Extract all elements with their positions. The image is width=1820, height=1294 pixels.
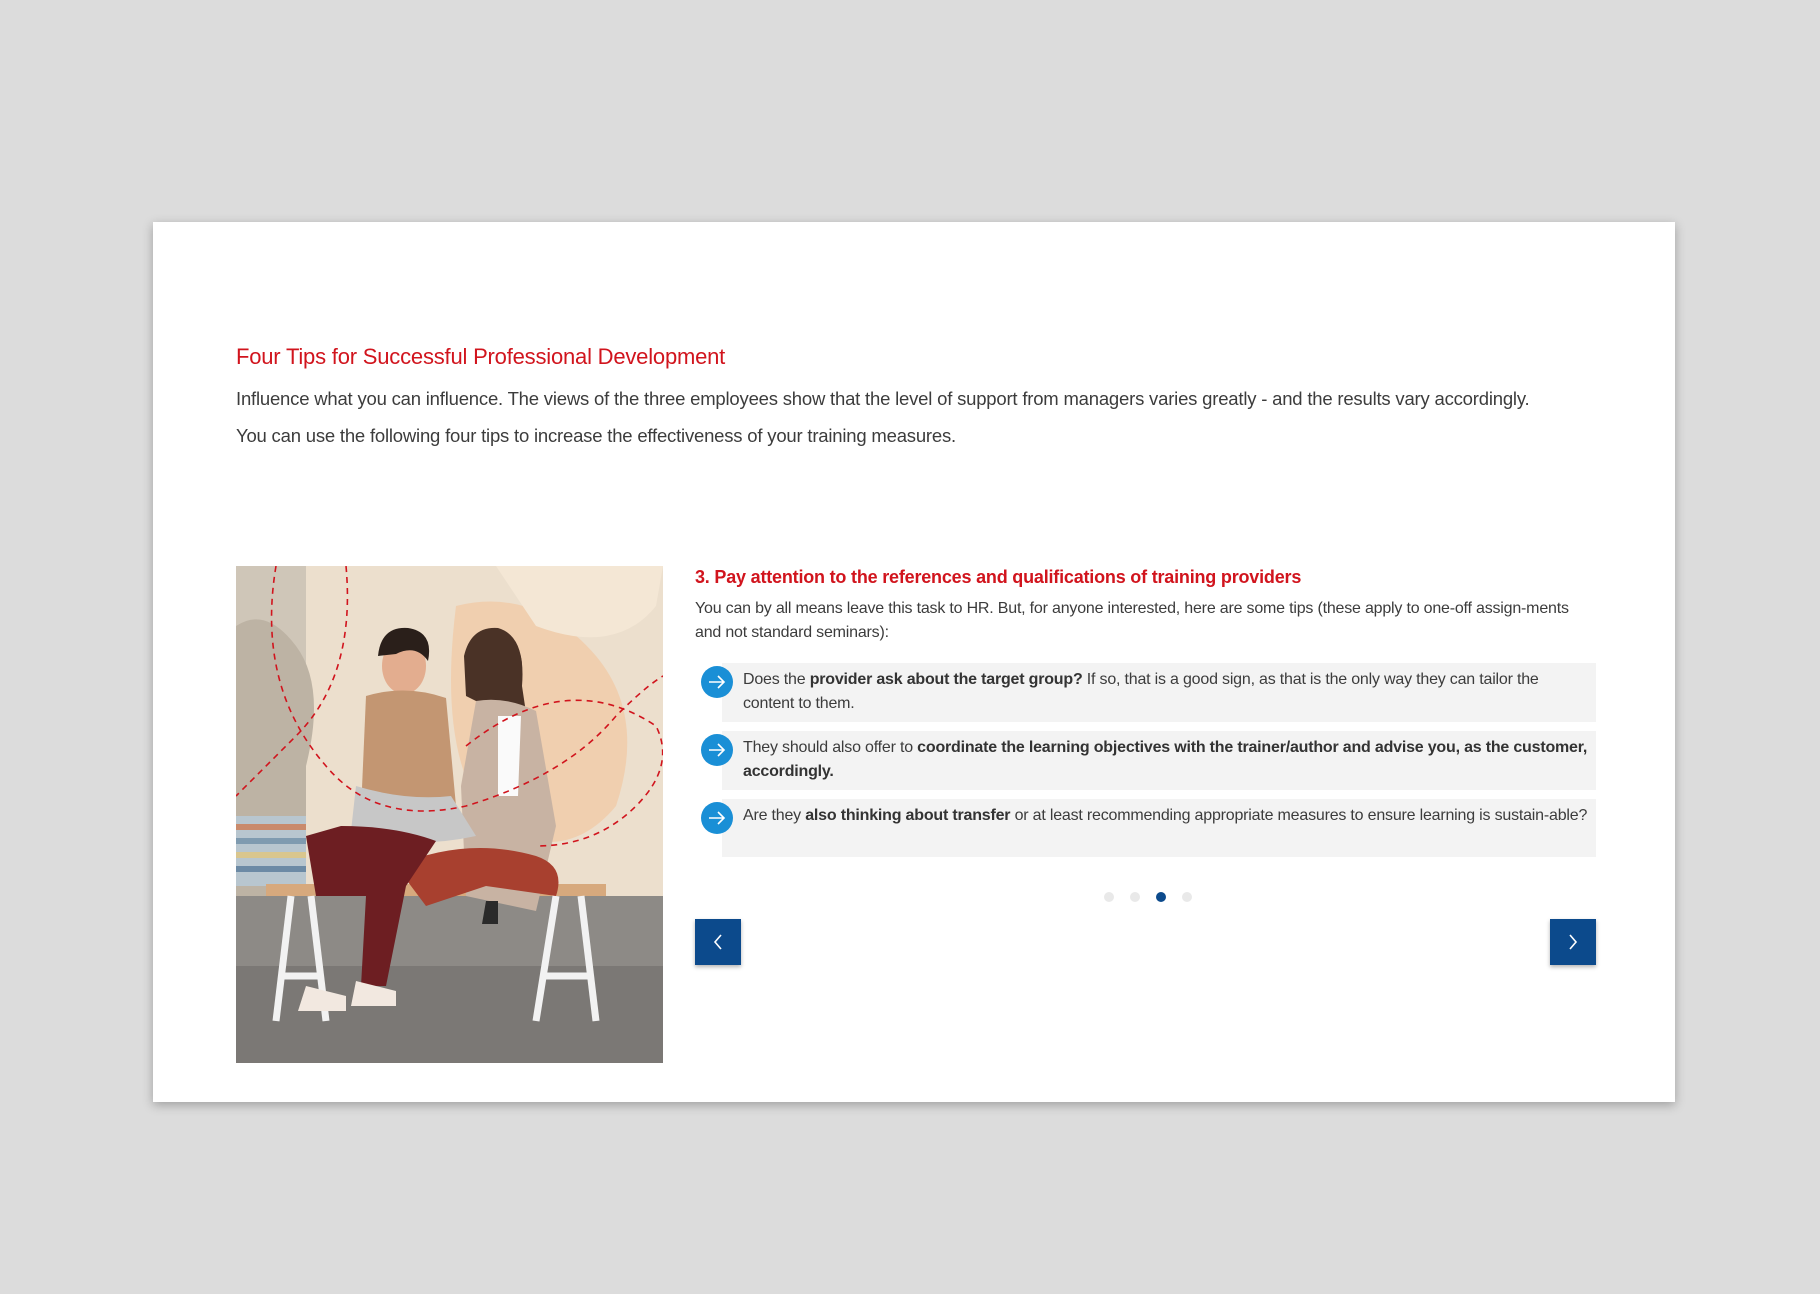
bullet-text-bold: also thinking about transfer xyxy=(805,807,1011,824)
carousel-pagination xyxy=(695,892,1596,902)
carousel-dot-2[interactable] xyxy=(1130,892,1140,902)
chevron-left-icon xyxy=(712,933,724,951)
photo-illustration xyxy=(236,566,663,1063)
carousel-dot-1[interactable] xyxy=(1104,892,1114,902)
tip-bullet xyxy=(722,799,1596,857)
tip-intro: You can by all means leave this task to HR. But, for anyone interested, here are some tips (these apply to one-off assign-ments and not standard seminars): xyxy=(695,600,1569,641)
intro-text xyxy=(236,380,1596,454)
carousel-dot-3[interactable] xyxy=(1156,892,1166,902)
tip-bullet-list xyxy=(695,663,1596,857)
intro-line-1: Influence what you can influence. The views of the three employees show that the level of support from managers varies greatly - and the results vary accordingly. xyxy=(236,388,1530,409)
arrow-right-icon xyxy=(701,802,733,834)
photo-two-women-with-laptop xyxy=(236,566,663,1063)
bullet-text-post: If so, that is a good sign, as that is the only way they can tailor the content to them. xyxy=(743,671,1539,712)
carousel-dot-4[interactable] xyxy=(1182,892,1192,902)
tip-bullet xyxy=(722,663,1596,722)
tip-panel xyxy=(695,566,1596,965)
intro-line-2: You can use the following four tips to increase the effectiveness of your training measures. xyxy=(236,425,956,446)
bullet-text-bold: coordinate the learning objectives with the trainer/author and advise you, as the customer, accordingly. xyxy=(743,739,1588,780)
bullet-text-post: or at least recommending appropriate measures to ensure learning is sustain-able? xyxy=(1010,807,1588,824)
carousel-nav xyxy=(695,919,1596,965)
page-title: Four Tips for Successful Professional Development xyxy=(236,344,726,369)
tip-title: 3. Pay attention to the references and qualifications of training providers xyxy=(695,567,1302,587)
bullet-text-pre: Are they xyxy=(743,807,806,824)
chevron-right-icon xyxy=(1567,933,1579,951)
arrow-right-icon xyxy=(701,666,733,698)
previous-slide-button[interactable] xyxy=(695,919,741,965)
bullet-text-bold: provider ask about the target group? xyxy=(809,671,1083,688)
bullet-text-pre: Does the xyxy=(743,671,810,688)
next-slide-button[interactable] xyxy=(1550,919,1596,965)
slide-card xyxy=(153,222,1675,1102)
bullet-text-pre: They should also offer to xyxy=(743,739,918,756)
content-area xyxy=(236,342,1596,824)
arrow-right-icon xyxy=(701,734,733,766)
tip-bullet xyxy=(722,731,1596,790)
